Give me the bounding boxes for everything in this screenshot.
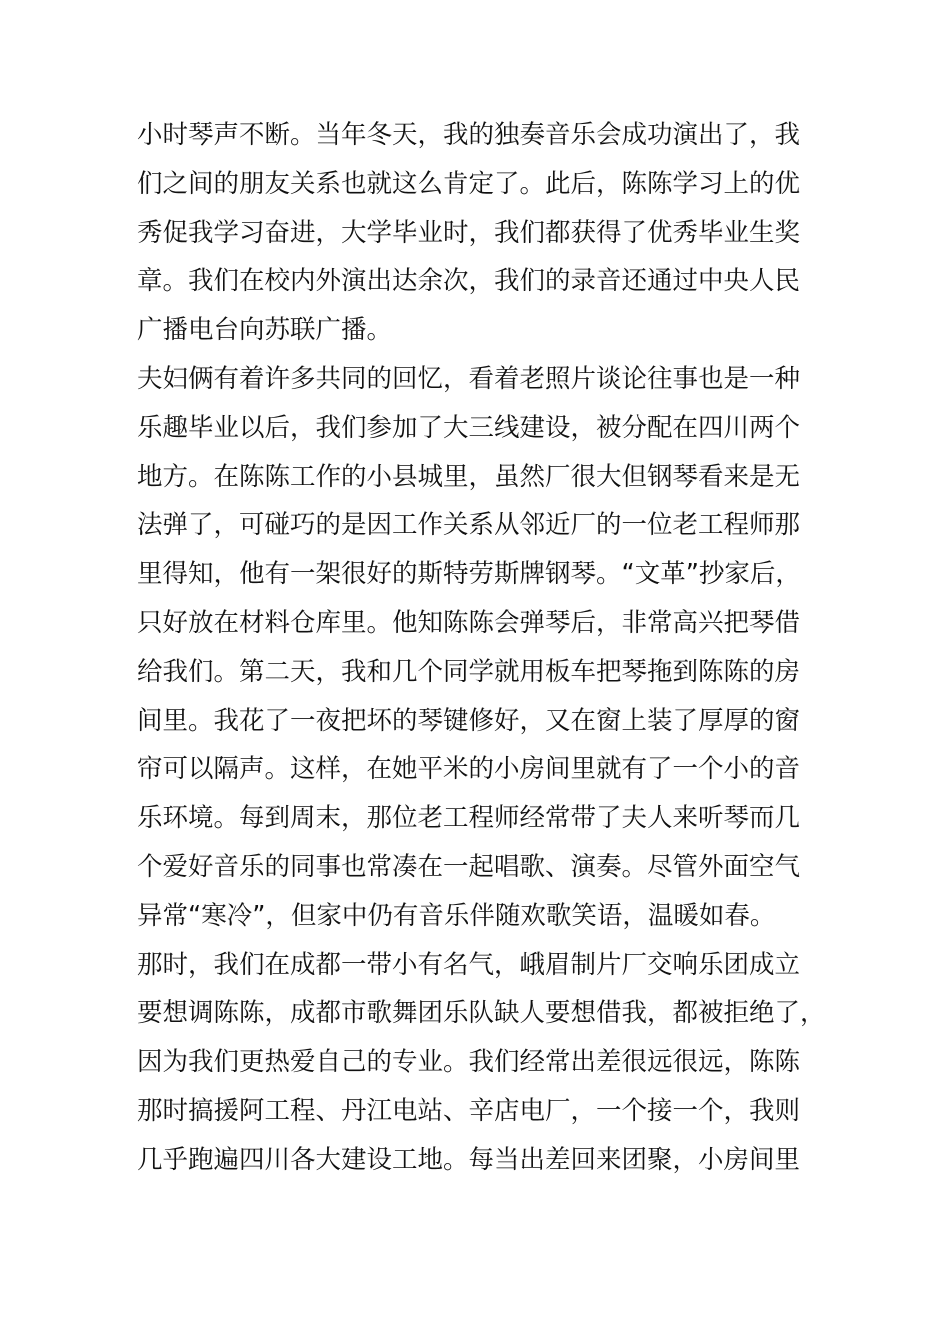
text-line: 地方。在陈陈工作的小县城里，虽然厂很大但钢琴看来是无	[137, 461, 801, 492]
text-line: 因为我们更热爱自己的专业。我们经常出差很远很远，陈陈	[137, 1047, 801, 1078]
text-line: 夫妇俩有着许多共同的回忆，看着老照片谈论往事也是一种	[137, 363, 801, 394]
text-line: 们之间的朋友关系也就这么肯定了。此后，陈陈学习上的优	[137, 168, 801, 199]
text-line: 法弹了，可碰巧的是因工作关系从邻近厂的一位老工程师那	[137, 510, 801, 541]
text-line: 要想调陈陈，成都市歌舞团乐队缺人要想借我，都被拒绝了，	[137, 998, 826, 1029]
text-line: 只好放在材料仓库里。他知陈陈会弹琴后，非常高兴把琴借	[137, 607, 801, 638]
text-line: 间里。我花了一夜把坏的琴键修好，又在窗上装了厚厚的窗	[137, 705, 801, 736]
text-line: 几乎跑遍四川各大建设工地。每当出差回来团聚，小房间里	[137, 1144, 801, 1175]
text-line: 广播电台向苏联广播。	[137, 315, 393, 346]
text-line: 帘可以隔声。这样，在她平米的小房间里就有了一个小的音	[137, 754, 801, 785]
body-text	[137, 111, 826, 1185]
text-line: 乐趣毕业以后，我们参加了大三线建设，被分配在四川两个	[137, 412, 801, 443]
text-line: 乐环境。每到周末，那位老工程师经常带了夫人来听琴而几	[137, 803, 801, 834]
text-line: 异常“寒冷”，但家中仍有音乐伴随欢歌笑语，温暖如春。	[137, 900, 776, 931]
text-line: 秀促我学习奋进，大学毕业时，我们都获得了优秀毕业生奖	[137, 217, 801, 248]
text-line: 那时，我们在成都一带小有名气，峨眉制片厂交响乐团成立	[137, 949, 801, 980]
text-line: 里得知，他有一架很好的斯特劳斯牌钢琴。“文革”抄家后，	[137, 559, 801, 590]
text-line: 个爱好音乐的同事也常凑在一起唱歌、演奏。尽管外面空气	[137, 851, 801, 882]
text-line: 那时搞援阿工程、丹江电站、辛店电厂，一个接一个，我则	[137, 1095, 801, 1126]
text-line: 给我们。第二天，我和几个同学就用板车把琴拖到陈陈的房	[137, 656, 801, 687]
text-line: 章。我们在校内外演出达余次，我们的录音还通过中央人民	[137, 266, 801, 297]
text-line: 小时琴声不断。当年冬天，我的独奏音乐会成功演出了，我	[137, 120, 801, 150]
